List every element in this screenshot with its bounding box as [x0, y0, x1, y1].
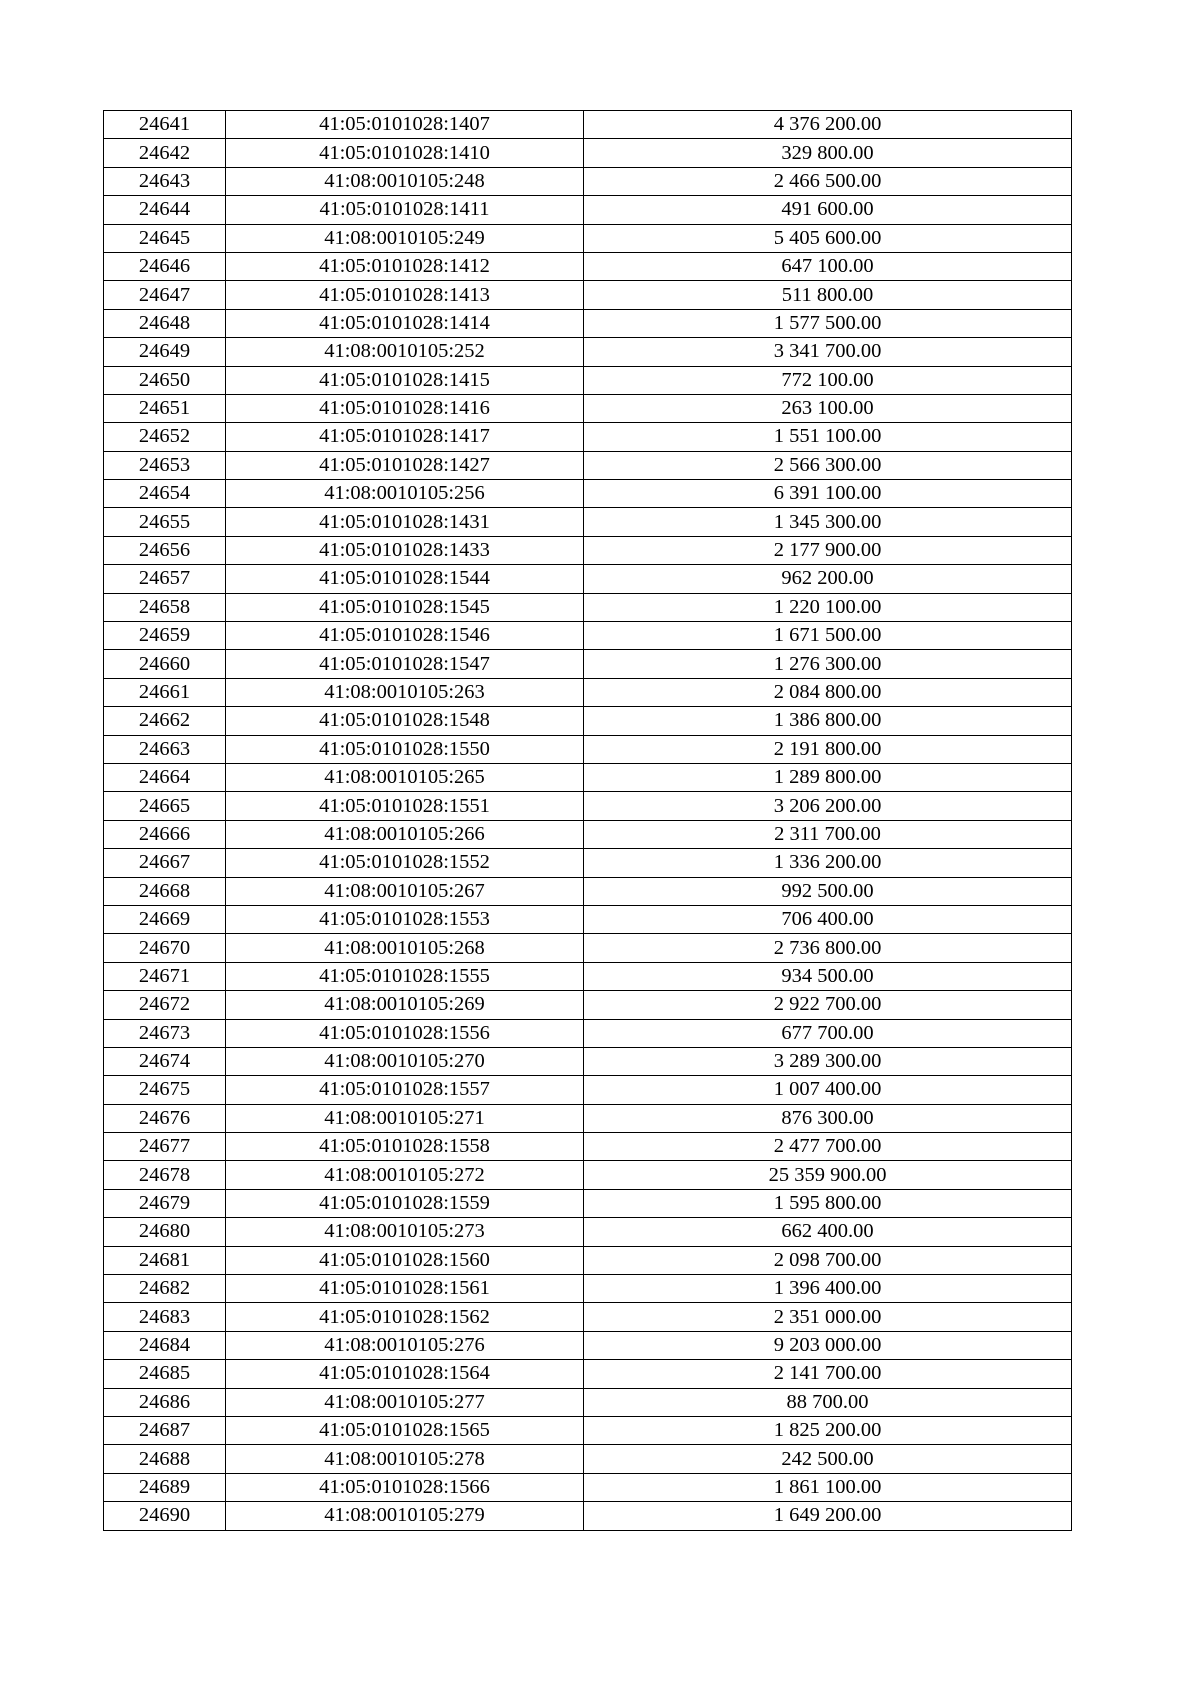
table-row	[104, 394, 1072, 422]
value-cell: 25 359 900.00	[584, 1161, 1072, 1189]
value-cell: 1 386 800.00	[584, 707, 1072, 735]
row-number-cell: 24669	[104, 905, 226, 933]
cadastral-number-cell: 41:05:0101028:1547	[226, 650, 584, 678]
row-number-cell: 24647	[104, 281, 226, 309]
row-number-cell: 24688	[104, 1445, 226, 1473]
value-cell: 5 405 600.00	[584, 224, 1072, 252]
row-number-cell: 24649	[104, 338, 226, 366]
table-row	[104, 1416, 1072, 1444]
value-cell: 2 351 000.00	[584, 1303, 1072, 1331]
table-row	[104, 1246, 1072, 1274]
table-row	[104, 1218, 1072, 1246]
value-cell: 2 477 700.00	[584, 1133, 1072, 1161]
cadastral-number-cell: 41:05:0101028:1550	[226, 735, 584, 763]
table-row	[104, 196, 1072, 224]
table-row	[104, 1388, 1072, 1416]
row-number-cell: 24657	[104, 565, 226, 593]
value-cell: 772 100.00	[584, 366, 1072, 394]
value-cell: 4 376 200.00	[584, 111, 1072, 139]
row-number-cell: 24675	[104, 1076, 226, 1104]
value-cell: 647 100.00	[584, 252, 1072, 280]
cadastral-number-cell: 41:05:0101028:1555	[226, 962, 584, 990]
value-cell: 1 276 300.00	[584, 650, 1072, 678]
row-number-cell: 24667	[104, 849, 226, 877]
value-cell: 677 700.00	[584, 1019, 1072, 1047]
table-row	[104, 877, 1072, 905]
cadastral-number-cell: 41:05:0101028:1566	[226, 1473, 584, 1501]
table-row	[104, 480, 1072, 508]
cadastral-number-cell: 41:05:0101028:1564	[226, 1360, 584, 1388]
table-row	[104, 792, 1072, 820]
cadastral-number-cell: 41:05:0101028:1551	[226, 792, 584, 820]
value-cell: 2 922 700.00	[584, 991, 1072, 1019]
row-number-cell: 24676	[104, 1104, 226, 1132]
row-number-cell: 24641	[104, 111, 226, 139]
value-cell: 2 311 700.00	[584, 820, 1072, 848]
row-number-cell: 24683	[104, 1303, 226, 1331]
cadastral-number-cell: 41:05:0101028:1411	[226, 196, 584, 224]
cadastral-number-cell: 41:08:0010105:256	[226, 480, 584, 508]
table-row	[104, 224, 1072, 252]
row-number-cell: 24680	[104, 1218, 226, 1246]
cadastral-number-cell: 41:08:0010105:272	[226, 1161, 584, 1189]
table-row	[104, 1275, 1072, 1303]
table-row	[104, 1019, 1072, 1047]
value-cell: 2 177 900.00	[584, 536, 1072, 564]
value-cell: 242 500.00	[584, 1445, 1072, 1473]
table-row	[104, 1502, 1072, 1530]
value-cell: 491 600.00	[584, 196, 1072, 224]
cadastral-number-cell: 41:08:0010105:277	[226, 1388, 584, 1416]
table-row	[104, 707, 1072, 735]
cadastral-number-cell: 41:05:0101028:1417	[226, 423, 584, 451]
table-row	[104, 1076, 1072, 1104]
cadastral-number-cell: 41:05:0101028:1416	[226, 394, 584, 422]
cadastral-number-cell: 41:05:0101028:1553	[226, 905, 584, 933]
row-number-cell: 24671	[104, 962, 226, 990]
cadastral-number-cell: 41:08:0010105:269	[226, 991, 584, 1019]
table-body	[104, 111, 1072, 1531]
value-cell: 1 649 200.00	[584, 1502, 1072, 1530]
cadastral-number-cell: 41:05:0101028:1548	[226, 707, 584, 735]
cadastral-number-cell: 41:08:0010105:248	[226, 167, 584, 195]
value-cell: 1 345 300.00	[584, 508, 1072, 536]
value-cell: 263 100.00	[584, 394, 1072, 422]
table-row	[104, 338, 1072, 366]
value-cell: 1 861 100.00	[584, 1473, 1072, 1501]
table-row	[104, 1445, 1072, 1473]
row-number-cell: 24662	[104, 707, 226, 735]
table-row	[104, 1161, 1072, 1189]
table-row	[104, 1047, 1072, 1075]
cadastral-number-cell: 41:08:0010105:263	[226, 678, 584, 706]
row-number-cell: 24670	[104, 934, 226, 962]
value-cell: 2 098 700.00	[584, 1246, 1072, 1274]
table-row	[104, 991, 1072, 1019]
cadastral-number-cell: 41:05:0101028:1552	[226, 849, 584, 877]
row-number-cell: 24646	[104, 252, 226, 280]
row-number-cell: 24674	[104, 1047, 226, 1075]
row-number-cell: 24655	[104, 508, 226, 536]
value-cell: 1 289 800.00	[584, 763, 1072, 791]
table-row	[104, 1133, 1072, 1161]
value-cell: 1 551 100.00	[584, 423, 1072, 451]
row-number-cell: 24684	[104, 1331, 226, 1359]
cadastral-number-cell: 41:05:0101028:1557	[226, 1076, 584, 1104]
table-row	[104, 650, 1072, 678]
row-number-cell: 24643	[104, 167, 226, 195]
value-cell: 662 400.00	[584, 1218, 1072, 1246]
table-row	[104, 1331, 1072, 1359]
value-cell: 962 200.00	[584, 565, 1072, 593]
row-number-cell: 24689	[104, 1473, 226, 1501]
row-number-cell: 24678	[104, 1161, 226, 1189]
cadastral-number-cell: 41:08:0010105:270	[226, 1047, 584, 1075]
value-cell: 2 466 500.00	[584, 167, 1072, 195]
table-row	[104, 565, 1072, 593]
row-number-cell: 24679	[104, 1189, 226, 1217]
value-cell: 1 336 200.00	[584, 849, 1072, 877]
value-cell: 934 500.00	[584, 962, 1072, 990]
value-cell: 2 084 800.00	[584, 678, 1072, 706]
value-cell: 2 566 300.00	[584, 451, 1072, 479]
value-cell: 3 206 200.00	[584, 792, 1072, 820]
cadastral-number-cell: 41:08:0010105:278	[226, 1445, 584, 1473]
table-row	[104, 1104, 1072, 1132]
value-cell: 9 203 000.00	[584, 1331, 1072, 1359]
cadastral-number-cell: 41:05:0101028:1433	[226, 536, 584, 564]
cadastral-number-cell: 41:08:0010105:267	[226, 877, 584, 905]
cadastral-number-cell: 41:05:0101028:1413	[226, 281, 584, 309]
row-number-cell: 24664	[104, 763, 226, 791]
table-row	[104, 366, 1072, 394]
table-row	[104, 139, 1072, 167]
row-number-cell: 24658	[104, 593, 226, 621]
row-number-cell: 24652	[104, 423, 226, 451]
row-number-cell: 24642	[104, 139, 226, 167]
value-cell: 88 700.00	[584, 1388, 1072, 1416]
table-row	[104, 905, 1072, 933]
value-cell: 1 007 400.00	[584, 1076, 1072, 1104]
cadastral-number-cell: 41:08:0010105:273	[226, 1218, 584, 1246]
data-table	[103, 110, 1072, 1531]
table-row	[104, 622, 1072, 650]
cadastral-number-cell: 41:05:0101028:1415	[226, 366, 584, 394]
table-row	[104, 678, 1072, 706]
row-number-cell: 24677	[104, 1133, 226, 1161]
table-row	[104, 252, 1072, 280]
cadastral-number-cell: 41:05:0101028:1562	[226, 1303, 584, 1331]
table-row	[104, 763, 1072, 791]
row-number-cell: 24663	[104, 735, 226, 763]
cadastral-number-cell: 41:08:0010105:252	[226, 338, 584, 366]
table-row	[104, 167, 1072, 195]
row-number-cell: 24651	[104, 394, 226, 422]
table-row	[104, 309, 1072, 337]
row-number-cell: 24681	[104, 1246, 226, 1274]
value-cell: 1 825 200.00	[584, 1416, 1072, 1444]
cadastral-number-cell: 41:05:0101028:1427	[226, 451, 584, 479]
value-cell: 1 671 500.00	[584, 622, 1072, 650]
value-cell: 329 800.00	[584, 139, 1072, 167]
table-row	[104, 508, 1072, 536]
cadastral-number-cell: 41:05:0101028:1412	[226, 252, 584, 280]
table-row	[104, 1303, 1072, 1331]
row-number-cell: 24645	[104, 224, 226, 252]
cadastral-number-cell: 41:08:0010105:268	[226, 934, 584, 962]
row-number-cell: 24659	[104, 622, 226, 650]
table-row	[104, 423, 1072, 451]
table-row	[104, 451, 1072, 479]
row-number-cell: 24686	[104, 1388, 226, 1416]
value-cell: 876 300.00	[584, 1104, 1072, 1132]
value-cell: 706 400.00	[584, 905, 1072, 933]
table-row	[104, 934, 1072, 962]
row-number-cell: 24685	[104, 1360, 226, 1388]
value-cell: 3 289 300.00	[584, 1047, 1072, 1075]
cadastral-number-cell: 41:08:0010105:271	[226, 1104, 584, 1132]
table-row	[104, 1473, 1072, 1501]
cadastral-number-cell: 41:08:0010105:265	[226, 763, 584, 791]
row-number-cell: 24673	[104, 1019, 226, 1047]
table-row	[104, 593, 1072, 621]
cadastral-number-cell: 41:05:0101028:1431	[226, 508, 584, 536]
cadastral-number-cell: 41:08:0010105:279	[226, 1502, 584, 1530]
row-number-cell: 24650	[104, 366, 226, 394]
row-number-cell: 24653	[104, 451, 226, 479]
cadastral-number-cell: 41:05:0101028:1559	[226, 1189, 584, 1217]
cadastral-number-cell: 41:05:0101028:1560	[226, 1246, 584, 1274]
cadastral-number-cell: 41:05:0101028:1407	[226, 111, 584, 139]
cadastral-number-cell: 41:05:0101028:1556	[226, 1019, 584, 1047]
row-number-cell: 24687	[104, 1416, 226, 1444]
value-cell: 2 191 800.00	[584, 735, 1072, 763]
row-number-cell: 24644	[104, 196, 226, 224]
value-cell: 1 396 400.00	[584, 1275, 1072, 1303]
cadastral-number-cell: 41:05:0101028:1414	[226, 309, 584, 337]
row-number-cell: 24660	[104, 650, 226, 678]
row-number-cell: 24648	[104, 309, 226, 337]
cadastral-number-cell: 41:05:0101028:1545	[226, 593, 584, 621]
row-number-cell: 24666	[104, 820, 226, 848]
row-number-cell: 24690	[104, 1502, 226, 1530]
value-cell: 6 391 100.00	[584, 480, 1072, 508]
cadastral-number-cell: 41:08:0010105:266	[226, 820, 584, 848]
value-cell: 511 800.00	[584, 281, 1072, 309]
table-row	[104, 820, 1072, 848]
value-cell: 3 341 700.00	[584, 338, 1072, 366]
row-number-cell: 24668	[104, 877, 226, 905]
table-row	[104, 962, 1072, 990]
cadastral-number-cell: 41:05:0101028:1561	[226, 1275, 584, 1303]
cadastral-number-cell: 41:05:0101028:1565	[226, 1416, 584, 1444]
row-number-cell: 24665	[104, 792, 226, 820]
value-cell: 992 500.00	[584, 877, 1072, 905]
value-cell: 2 141 700.00	[584, 1360, 1072, 1388]
value-cell: 1 577 500.00	[584, 309, 1072, 337]
table-row	[104, 536, 1072, 564]
cadastral-number-cell: 41:08:0010105:249	[226, 224, 584, 252]
table-row	[104, 281, 1072, 309]
value-cell: 1 220 100.00	[584, 593, 1072, 621]
table-row	[104, 1189, 1072, 1217]
value-cell: 2 736 800.00	[584, 934, 1072, 962]
value-cell: 1 595 800.00	[584, 1189, 1072, 1217]
table-row	[104, 849, 1072, 877]
cadastral-number-cell: 41:08:0010105:276	[226, 1331, 584, 1359]
row-number-cell: 24654	[104, 480, 226, 508]
table-row	[104, 111, 1072, 139]
row-number-cell: 24682	[104, 1275, 226, 1303]
cadastral-number-cell: 41:05:0101028:1546	[226, 622, 584, 650]
table-row	[104, 1360, 1072, 1388]
cadastral-number-cell: 41:05:0101028:1410	[226, 139, 584, 167]
row-number-cell: 24672	[104, 991, 226, 1019]
cadastral-number-cell: 41:05:0101028:1544	[226, 565, 584, 593]
table-row	[104, 735, 1072, 763]
cadastral-number-cell: 41:05:0101028:1558	[226, 1133, 584, 1161]
row-number-cell: 24661	[104, 678, 226, 706]
row-number-cell: 24656	[104, 536, 226, 564]
